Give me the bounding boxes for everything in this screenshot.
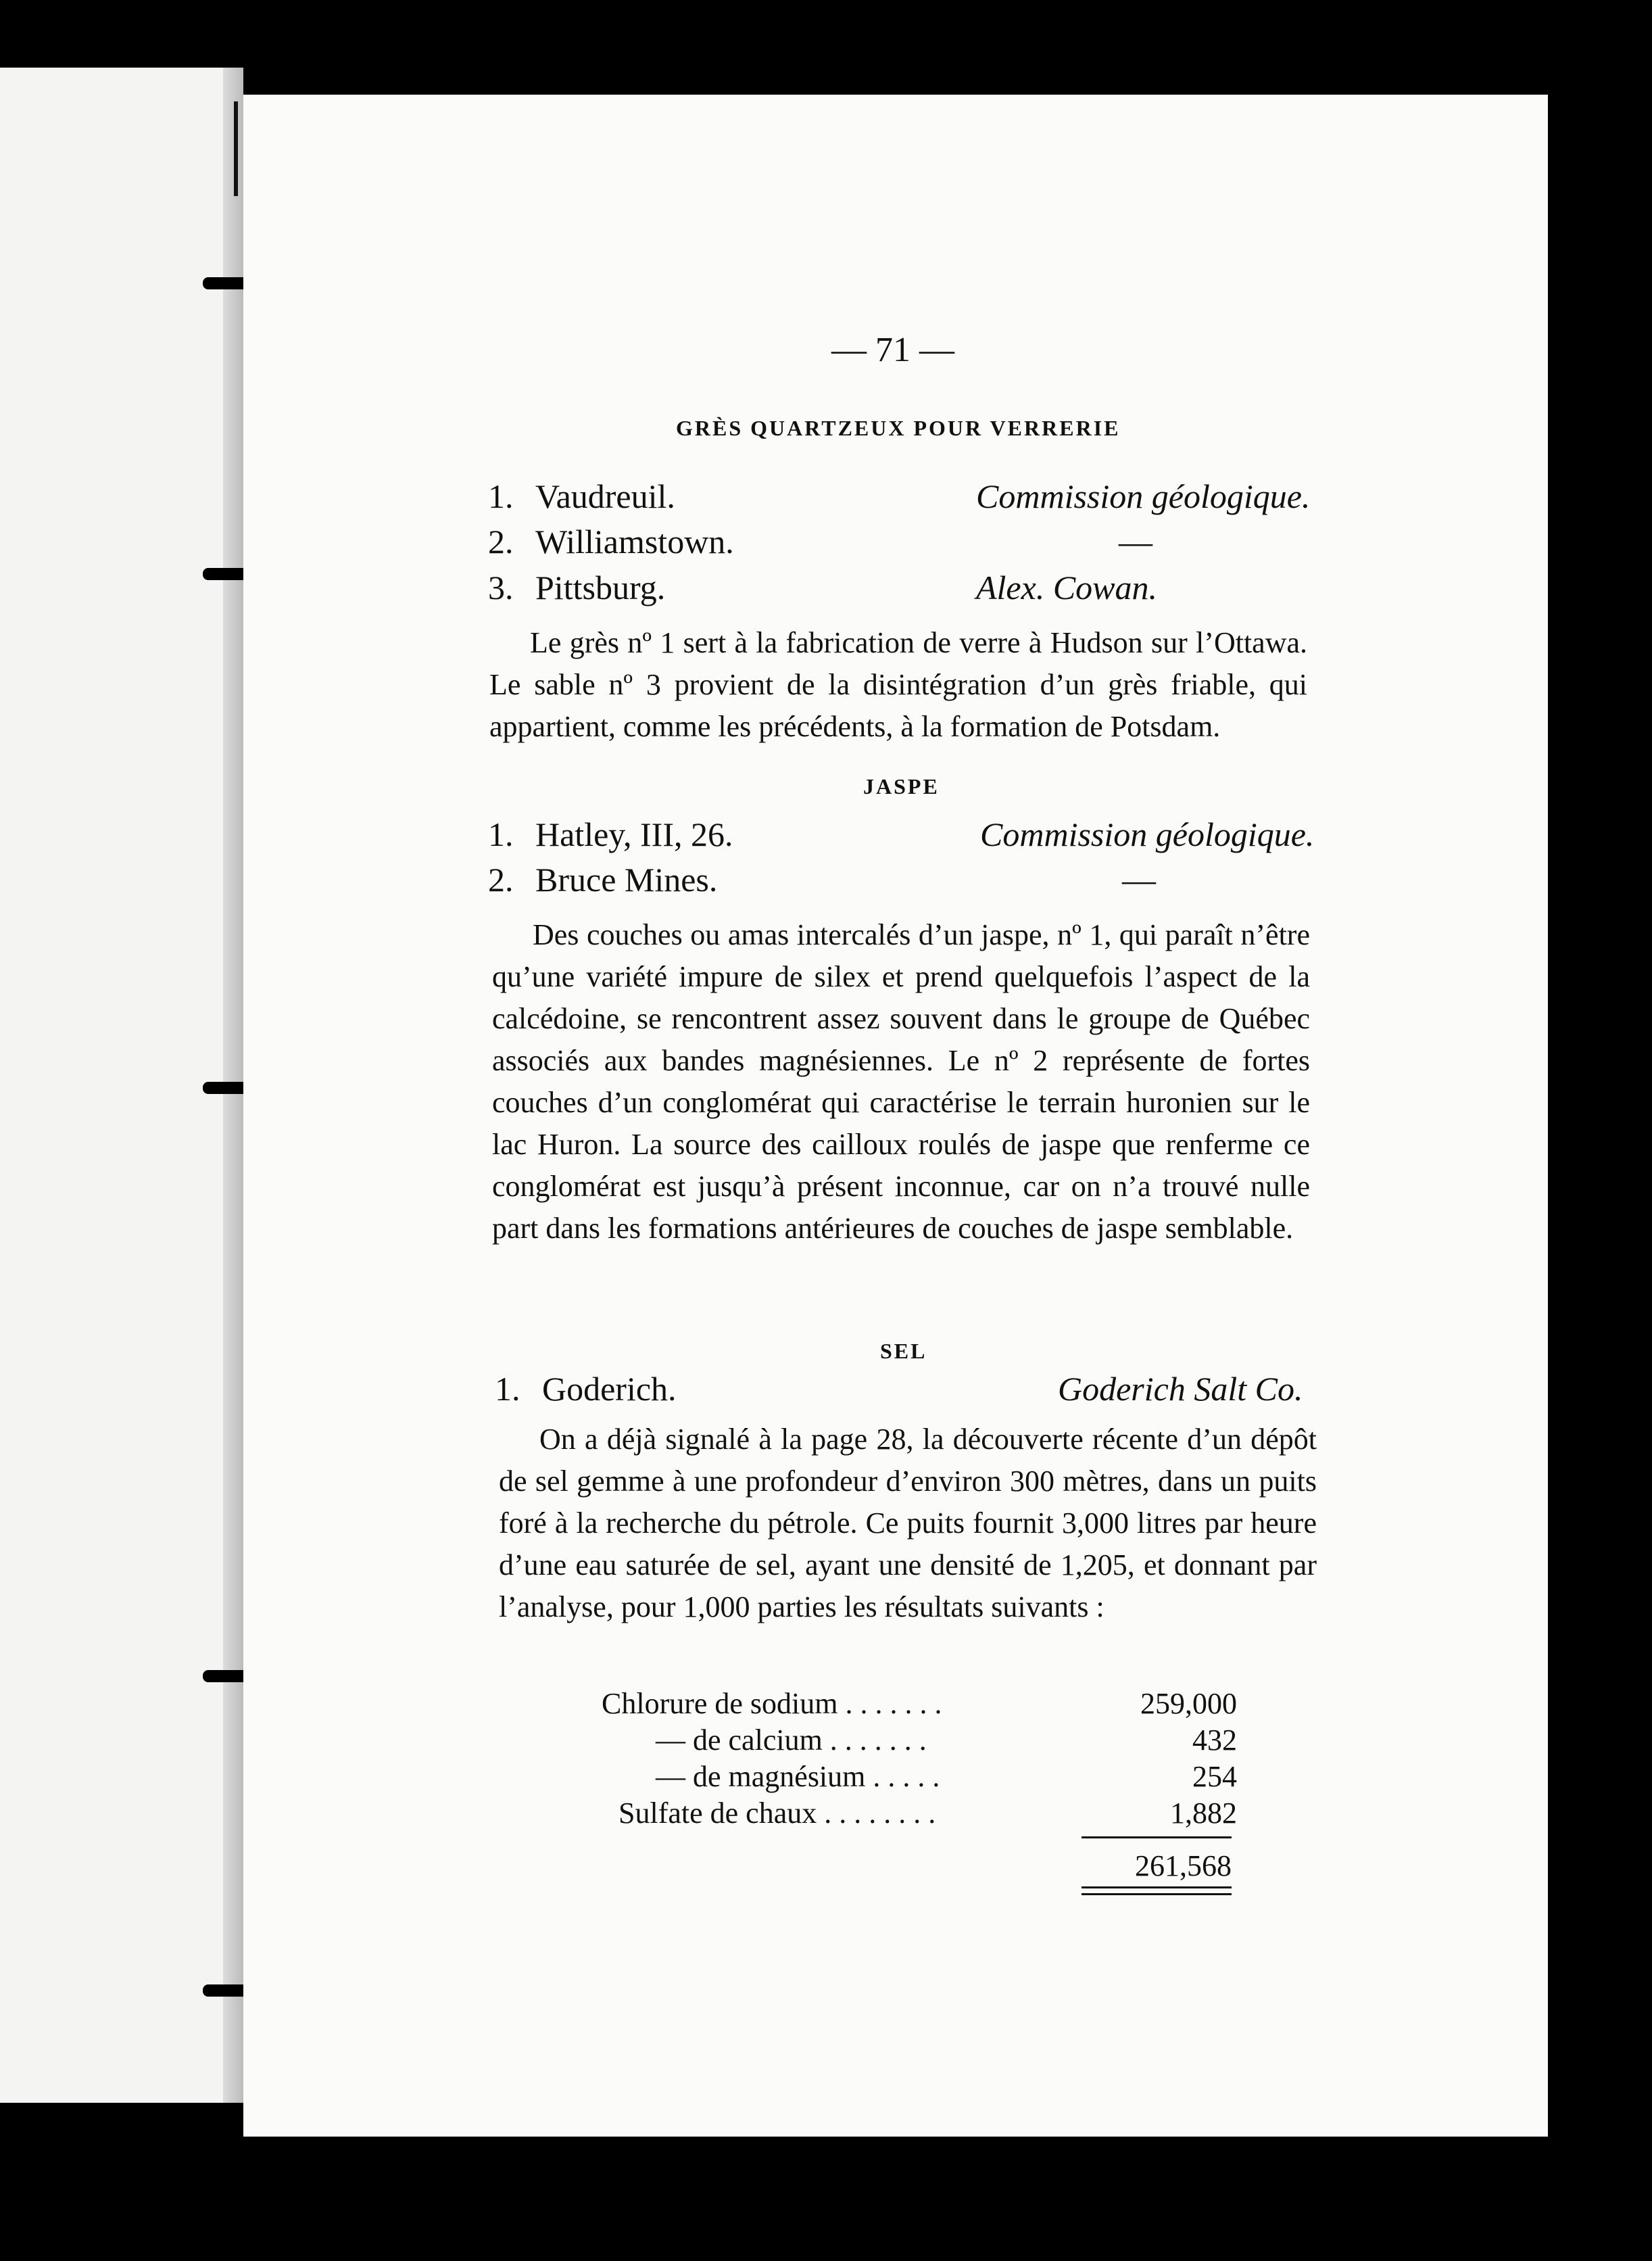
entry-name: Bruce Mines. [535,861,718,899]
paragraph-jaspe [492,914,1310,1250]
entry-source: — [1119,523,1152,561]
list-item [495,1369,677,1408]
analysis-table [602,1685,1237,1831]
list-item [488,860,717,899]
table-cell-label: Chlorure de sodium . . . . . . . [602,1686,942,1720]
entry-source: — [1122,861,1156,899]
paragraph-text: On a déjà signalé à la page 28, la découverte récente d’un dépôt de sel gemme à une profondeur d’environ 300 mètres, dans un puits foré à la recherche du pétrole. Ce puits fournit 3,000 litres par heure d’une eau saturée de sel, ayant une densité de 1,205, et donnant par l’analyse, pour 1,000 parties les résultats suivants : [499,1423,1317,1623]
list-item [488,522,734,561]
entry-number: 1. [488,477,514,515]
list-item [488,477,675,516]
entry-number: 2. [488,861,514,899]
list-item [488,568,665,607]
table-cell-value: 1,882 [1170,1796,1237,1830]
entry-source: Commission géologique. [980,815,1315,853]
entry-number: 1. [488,815,514,853]
table-cell-label: Sulfate de chaux . . . . . . . . [618,1796,936,1830]
page-number: — 71 — [831,331,954,369]
section-title-sel: SEL [880,1339,927,1363]
entry-name: Hatley, III, 26. [535,815,733,853]
section-title-jaspe: JASPE [863,774,940,799]
entry-name: Vaudreuil. [535,477,675,515]
sum-rule [1082,1836,1232,1838]
paragraph-text: Des couches ou amas intercalés d’un jaspe, nº 1, qui paraît n’être qu’une variété impure de silex et prend quelquefois l’aspect de la calcédoine, se rencontrent assez souvent dans le groupe de Québec associés aux bandes magnésiennes. Le nº 2 représente de fortes couches d’un conglomérat qui caractérise le terrain huronien sur le lac Huron. La source des cailloux roulés de jaspe que renferme ce conglomérat est jusqu’à présent inconnue, car on n’a trouvé nulle part dans les formations antérieures de couches de jaspe semblable. [492,918,1310,1245]
table-row [602,1721,1237,1758]
table-cell-value: 432 [1192,1723,1237,1757]
entry-number: 3. [488,569,514,606]
table-row [602,1685,1237,1721]
binding-stitch [234,101,238,196]
table-cell-label: — de magnésium . . . . . [656,1759,940,1793]
entry-name: Williamstown. [535,523,734,561]
total-double-rule [1082,1893,1232,1895]
table-cell-value: 254 [1192,1759,1237,1793]
section-title-gres: GRÈS QUARTZEUX POUR VERRERIE [676,416,1121,440]
list-item [488,815,733,854]
table-cell-value: 259,000 [1140,1686,1237,1720]
total-double-rule [1082,1886,1232,1888]
paragraph-gres [489,622,1307,748]
table-cell-label: — de calcium . . . . . . . [656,1723,927,1757]
entry-number: 1. [495,1370,520,1408]
entry-name: Goderich. [542,1370,677,1408]
entry-name: Pittsburg. [535,569,666,606]
entry-source: Goderich Salt Co. [1058,1370,1303,1408]
entry-source: Alex. Cowan. [976,569,1158,606]
paragraph-text: Le grès nº 1 sert à la fabrication de verre à Hudson sur l’Ottawa. Le sable nº 3 provient de la disintégration d’un grès friable, qui appartient, comme les précédents, à la formation de Potsdam. [489,626,1307,743]
entry-source: Commission géologique. [976,477,1311,515]
table-total: 261,568 [1135,1849,1232,1882]
entry-number: 2. [488,523,514,561]
paragraph-sel [499,1419,1317,1628]
table-row [602,1758,1237,1794]
table-row [602,1794,1237,1831]
